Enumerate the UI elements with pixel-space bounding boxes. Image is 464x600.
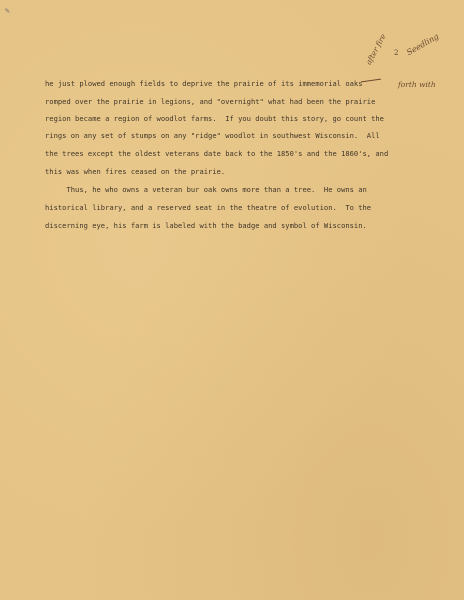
text-line-7: Thus, he who owns a veteran bur oak owns more than a tree. He owns an (45, 185, 367, 194)
text-line-8: historical library, and a reserved seat in the theatre of evolution. To the (45, 203, 372, 212)
text-line-2: romped over the prairie in legions, and "overnight" what had been the prairie (45, 97, 376, 106)
handwritten-forth-with: forth with (398, 80, 436, 89)
page-number: 2 (394, 49, 399, 57)
corner-mark: ✎ (5, 6, 10, 15)
strike-through-mark (361, 79, 381, 83)
text-line-4: rings on any set of stumps on any "ridge" woodlot in southwest Wisconsin. All (45, 131, 380, 140)
text-line-9: discerning eye, his farm is labeled with the badge and symbol of Wisconsin. (45, 221, 367, 230)
text-line-6: this was when fires ceased on the prairie. (45, 167, 226, 176)
text-line-3: region became a region of woodlot farms. If you doubt this story, go count the (45, 114, 384, 123)
handwritten-after-fire: after fire (364, 32, 388, 67)
text-line-1: he just plowed enough fields to deprive the prairie of its immemorial oaks (45, 79, 363, 88)
text-line-5: the trees except the oldest veterans date back to the 1850's and the 1860's, and (45, 149, 389, 158)
handwritten-seedling: Seedling (405, 31, 441, 58)
